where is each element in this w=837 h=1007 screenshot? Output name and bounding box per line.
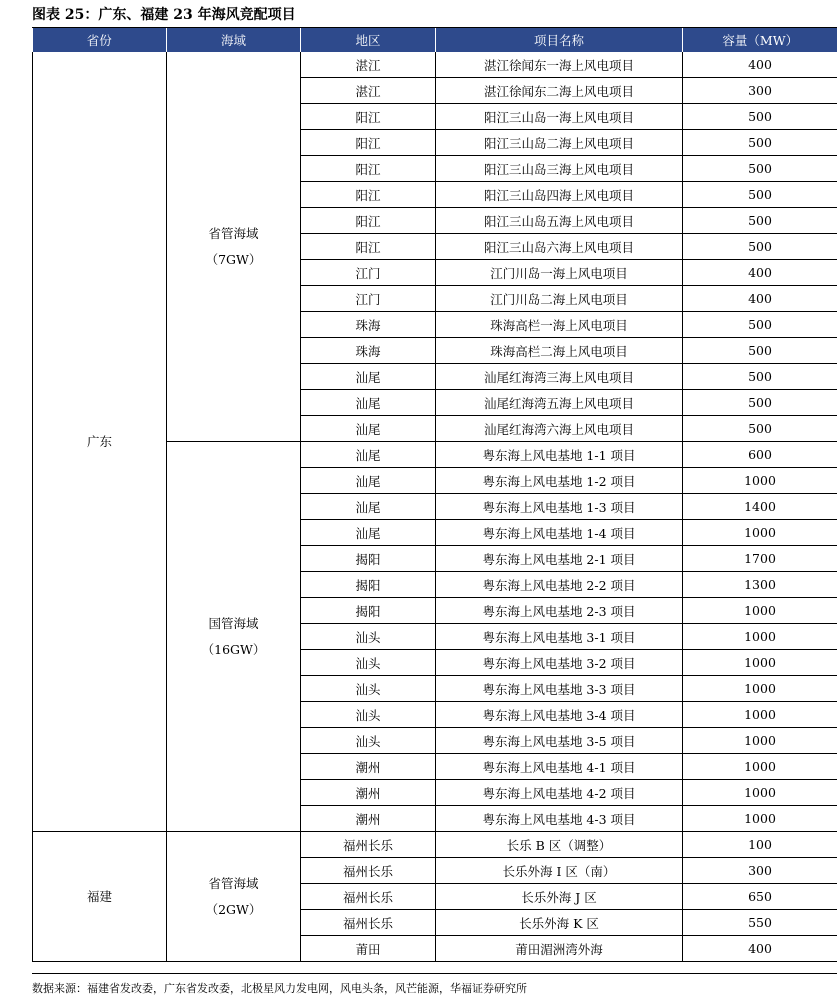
capacity-cell: 400 (683, 286, 837, 312)
table-body (33, 52, 837, 962)
province-cell: 广东 (33, 52, 167, 832)
project-name-cell: 粤东海上风电基地 4-3 项目 (436, 806, 683, 832)
project-name-cell: 长乐 B 区（调整） (436, 832, 683, 858)
project-name-cell: 阳江三山岛四海上风电项目 (436, 182, 683, 208)
project-name-cell: 粤东海上风电基地 1-3 项目 (436, 494, 683, 520)
capacity-cell: 1000 (683, 468, 837, 494)
capacity-cell: 650 (683, 884, 837, 910)
project-name-cell: 粤东海上风电基地 1-4 项目 (436, 520, 683, 546)
sea-area-label: 省管海域 (208, 875, 259, 891)
region-cell: 阳江 (301, 130, 436, 156)
project-name-cell: 珠海高栏二海上风电项目 (436, 338, 683, 364)
project-name-cell: 粤东海上风电基地 3-5 项目 (436, 728, 683, 754)
region-cell: 福州长乐 (301, 832, 436, 858)
sea-area-label: 国管海域 (208, 615, 259, 631)
region-cell: 湛江 (301, 78, 436, 104)
region-cell: 揭阳 (301, 572, 436, 598)
sea-area-capacity-total: （7GW） (205, 251, 262, 267)
capacity-cell: 400 (683, 936, 837, 962)
project-name-cell: 湛江徐闻东二海上风电项目 (436, 78, 683, 104)
region-cell: 福州长乐 (301, 884, 436, 910)
capacity-cell: 1000 (683, 520, 837, 546)
region-cell: 湛江 (301, 52, 436, 78)
header-project-name: 项目名称 (436, 28, 683, 52)
project-name-cell: 珠海高栏一海上风电项目 (436, 312, 683, 338)
capacity-cell: 1000 (683, 806, 837, 832)
region-cell: 汕尾 (301, 416, 436, 442)
capacity-cell: 1000 (683, 650, 837, 676)
region-cell: 潮州 (301, 754, 436, 780)
capacity-cell: 1000 (683, 780, 837, 806)
region-cell: 阳江 (301, 156, 436, 182)
sea-area-label: 省管海域 (208, 225, 259, 241)
project-name-cell: 阳江三山岛一海上风电项目 (436, 104, 683, 130)
project-name-cell: 粤东海上风电基地 3-2 项目 (436, 650, 683, 676)
project-name-cell: 长乐外海 J 区 (436, 884, 683, 910)
region-cell: 莆田 (301, 936, 436, 962)
region-cell: 汕尾 (301, 494, 436, 520)
region-cell: 汕尾 (301, 520, 436, 546)
project-name-cell: 莆田湄洲湾外海 (436, 936, 683, 962)
region-cell: 阳江 (301, 104, 436, 130)
capacity-cell: 300 (683, 858, 837, 884)
sea-area-cell (167, 442, 301, 832)
source-note: 数据来源：福建省发改委，广东省发改委，北极星风力发电网，风电头条，风芒能源，华福证券研究所 (32, 982, 527, 995)
region-cell: 汕尾 (301, 468, 436, 494)
project-name-cell: 粤东海上风电基地 2-3 项目 (436, 598, 683, 624)
project-name-cell: 汕尾红海湾五海上风电项目 (436, 390, 683, 416)
project-name-cell: 粤东海上风电基地 2-2 项目 (436, 572, 683, 598)
region-cell: 江门 (301, 286, 436, 312)
region-cell: 汕头 (301, 676, 436, 702)
project-name-cell: 粤东海上风电基地 2-1 项目 (436, 546, 683, 572)
header-capacity: 容量（MW） (683, 28, 837, 52)
capacity-cell: 500 (683, 390, 837, 416)
region-cell: 福州长乐 (301, 858, 436, 884)
region-cell: 珠海 (301, 338, 436, 364)
sea-area-capacity-total: （2GW） (205, 901, 262, 917)
capacity-cell: 400 (683, 52, 837, 78)
project-name-cell: 粤东海上风电基地 3-3 项目 (436, 676, 683, 702)
capacity-cell: 500 (683, 416, 837, 442)
capacity-cell: 550 (683, 910, 837, 936)
capacity-cell: 1000 (683, 598, 837, 624)
capacity-cell: 1300 (683, 572, 837, 598)
project-name-cell: 湛江徐闻东一海上风电项目 (436, 52, 683, 78)
capacity-cell: 1000 (683, 624, 837, 650)
region-cell: 汕头 (301, 650, 436, 676)
header-province: 省份 (33, 28, 167, 52)
capacity-cell: 1000 (683, 676, 837, 702)
capacity-cell: 600 (683, 442, 837, 468)
project-name-cell: 阳江三山岛二海上风电项目 (436, 130, 683, 156)
table-bottom-line (32, 973, 837, 974)
project-name-cell: 粤东海上风电基地 1-2 项目 (436, 468, 683, 494)
region-cell: 阳江 (301, 208, 436, 234)
header-sea-area: 海域 (167, 28, 301, 52)
table-row (33, 832, 837, 858)
capacity-cell: 400 (683, 260, 837, 286)
project-name-cell: 粤东海上风电基地 3-1 项目 (436, 624, 683, 650)
region-cell: 揭阳 (301, 546, 436, 572)
project-name-cell: 汕尾红海湾三海上风电项目 (436, 364, 683, 390)
capacity-cell: 1000 (683, 754, 837, 780)
project-name-cell: 粤东海上风电基地 4-2 项目 (436, 780, 683, 806)
sea-area-cell (167, 832, 301, 962)
region-cell: 潮州 (301, 780, 436, 806)
capacity-cell: 500 (683, 104, 837, 130)
capacity-cell: 500 (683, 208, 837, 234)
region-cell: 汕尾 (301, 390, 436, 416)
table-header-row (33, 28, 837, 52)
table-row (33, 52, 837, 78)
capacity-cell: 500 (683, 182, 837, 208)
capacity-cell: 500 (683, 234, 837, 260)
sea-area-cell (167, 52, 301, 442)
project-name-cell: 长乐外海 I 区（南） (436, 858, 683, 884)
project-name-cell: 长乐外海 K 区 (436, 910, 683, 936)
project-name-cell: 粤东海上风电基地 4-1 项目 (436, 754, 683, 780)
project-name-cell: 江门川岛二海上风电项目 (436, 286, 683, 312)
projects-table (32, 28, 837, 962)
region-cell: 珠海 (301, 312, 436, 338)
capacity-cell: 500 (683, 338, 837, 364)
project-name-cell: 汕尾红海湾六海上风电项目 (436, 416, 683, 442)
capacity-cell: 500 (683, 312, 837, 338)
region-cell: 揭阳 (301, 598, 436, 624)
capacity-cell: 500 (683, 364, 837, 390)
project-name-cell: 粤东海上风电基地 3-4 项目 (436, 702, 683, 728)
project-name-cell: 阳江三山岛五海上风电项目 (436, 208, 683, 234)
region-cell: 汕尾 (301, 442, 436, 468)
project-name-cell: 粤东海上风电基地 1-1 项目 (436, 442, 683, 468)
capacity-cell: 1000 (683, 702, 837, 728)
region-cell: 汕尾 (301, 364, 436, 390)
capacity-cell: 500 (683, 130, 837, 156)
figure-title: 图表 25：广东、福建 23 年海风竞配项目 (32, 7, 296, 23)
capacity-cell: 100 (683, 832, 837, 858)
capacity-cell: 1700 (683, 546, 837, 572)
capacity-cell: 300 (683, 78, 837, 104)
project-name-cell: 阳江三山岛六海上风电项目 (436, 234, 683, 260)
province-cell: 福建 (33, 832, 167, 962)
capacity-cell: 1000 (683, 728, 837, 754)
region-cell: 汕头 (301, 702, 436, 728)
header-region: 地区 (301, 28, 436, 52)
region-cell: 汕头 (301, 624, 436, 650)
project-name-cell: 江门川岛一海上风电项目 (436, 260, 683, 286)
capacity-cell: 1400 (683, 494, 837, 520)
region-cell: 福州长乐 (301, 910, 436, 936)
region-cell: 江门 (301, 260, 436, 286)
capacity-cell: 500 (683, 156, 837, 182)
sea-area-capacity-total: （16GW） (201, 641, 266, 657)
region-cell: 阳江 (301, 234, 436, 260)
region-cell: 潮州 (301, 806, 436, 832)
region-cell: 阳江 (301, 182, 436, 208)
region-cell: 汕头 (301, 728, 436, 754)
project-name-cell: 阳江三山岛三海上风电项目 (436, 156, 683, 182)
